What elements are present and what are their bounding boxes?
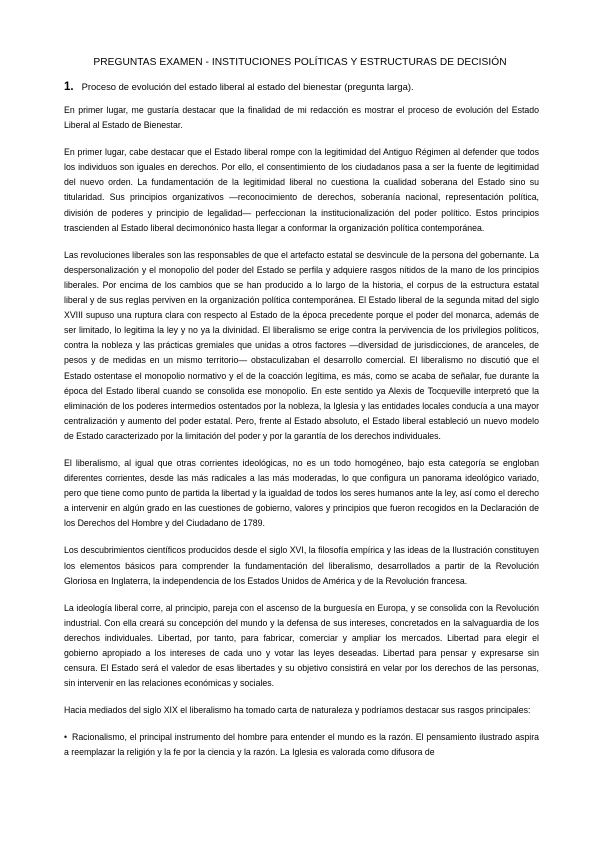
- paragraph: Hacia mediados del siglo XIX el liberalismo ha tomado carta de naturaleza y podríamos destacar sus rasgos principales:: [64, 705, 531, 716]
- document-body: [64, 103, 539, 761]
- paragraph: Las revoluciones liberales son las responsables de que el artefacto estatal se desvincule de la persona del gobernante. La despersonalización y el monopolio del poder del Estado se perfila y adquiere rasgos nítidos de la mano de los principios liberales. Por encima de los cambios que se han producido a lo largo de la historia, el corpus de la estructura estatal liberal y de sus reglas perviven en la organización política contemporánea. El Estado liberal de la segunda mitad del siglo XVIII supuso una ruptura clara con respecto al Estado de la época precedente porque el poder del monarca, además de ser limitado, lo legitima la ley y no ya la divinidad. El liberalismo se erige contra la pervivencia de los privilegios políticos, contra la nobleza y las prácticas gremiales que unidas a otros factores —diversidad de jurisdicciones, de aranceles, de pesos y de medidas en un mismo territorio— obstaculizaban el desarrollo comercial. El liberalismo no discutió que el Estado ostentase el monopolio normativo y el de la coacción legítima, es más, como se acaba de señalar, fue durante la época del Estado liberal cuando se consolida ese monopolio. En este sentido ya Alexis de Tocqueville interpretó que la eliminación de los poderes intermedios ostentados por la nobleza, la Iglesia y las entidades locales conducía a una mayor centralización y aumento del poder estatal. Pero, frente al Estado absoluto, el Estado liberal estableció un nuevo modelo de Estado caracterizado por la limitación del poder y por la garantía de los derechos individuales.: [64, 249, 539, 441]
- question-heading: [64, 81, 544, 93]
- question-text: Proceso de evolución del estado liberal al estado del bienestar (pregunta larga).: [81, 81, 414, 92]
- paragraph: En primer lugar, me gustaría destacar que la finalidad de mi redacción es mostrar el proceso de evolución del Estado Liberal al Estado de Bienestar.: [64, 105, 539, 131]
- paragraph: Los descubrimientos científicos producidos desde el siglo XVI, la filosofía empírica y las ideas de la Ilustración constituyen los elementos básicos para comprender la fundamentación del liberalismo, desarrollados a partir de la Revolución Gloriosa en Inglaterra, la independencia de los Estados Unidos de América y de la Revolución francesa.: [64, 545, 539, 586]
- bullet-item: [64, 730, 539, 760]
- paragraph: La ideología liberal corre, al principio, pareja con el ascenso de la burguesía en Europa, y se consolida con la Revolución industrial. Con ella creará su concepción del mundo y la defensa de sus intereses, concretados en la salvaguardia de los derechos individuales. Libertad, por tanto, para fabricar, comerciar y ampliar los mercados. Libertad para elegir el gobierno apropiado a los intereses de cada uno y votar las leyes deseadas. Libertad para pensar y expresarse sin censura. El Estado será el valedor de esas libertades y su objetivo consistirá en velar por los derechos de las personas, sin intervenir en las relaciones económicas y sociales.: [64, 602, 539, 689]
- paragraph: En primer lugar, cabe destacar que el Estado liberal rompe con la legitimidad del Antiguo Régimen al defender que todos los individuos son iguales en derechos. Por ello, el consentimiento de los ciudadanos pasa a ser la fuente de legitimidad del nuevo orden. La fundamentación de la legitimidad liberal no cuestiona la cualidad soberana del Estado sino su titularidad. Sus principios organizativos —reconocimiento de derechos, soberanía nacional, representación política, división de poderes y principio de legalidad— perfeccionan la institucionalización del poder político. Estos principios trascienden al Estado liberal decimonónico hasta llegar a conformar la organización política contemporánea.: [64, 147, 539, 233]
- bullet-mark: •: [64, 732, 68, 743]
- paragraph: El liberalismo, al igual que otras corrientes ideológicas, no es un todo homogéneo, bajo esta categoría se engloban diferentes corrientes, desde las más radicales a las más moderadas, lo que configura un panorama ideológico variado, pero que tiene como punto de partida la libertad y la igualdad de todos los seres humanos ante la ley, así como el derecho a intervenir en algún grado en las cuestiones de gobierno, valores y principios que fueron recogidos en la Declaración de los Derechos del Hombre y del Ciudadano de 1789.: [64, 457, 539, 529]
- document-title: PREGUNTAS EXAMEN - INSTITUCIONES POLÍTICAS Y ESTRUCTURAS DE DECISIÓN: [93, 57, 507, 68]
- question-number: 1.: [64, 81, 74, 93]
- bullet-text: Racionalismo, el principal instrumento del hombre para entender el mundo es la razón. El pensamiento ilustrado aspira a reemplazar la religión y la fe por la ciencia y la razón. La Iglesia es valorada como difusora de: [64, 732, 539, 758]
